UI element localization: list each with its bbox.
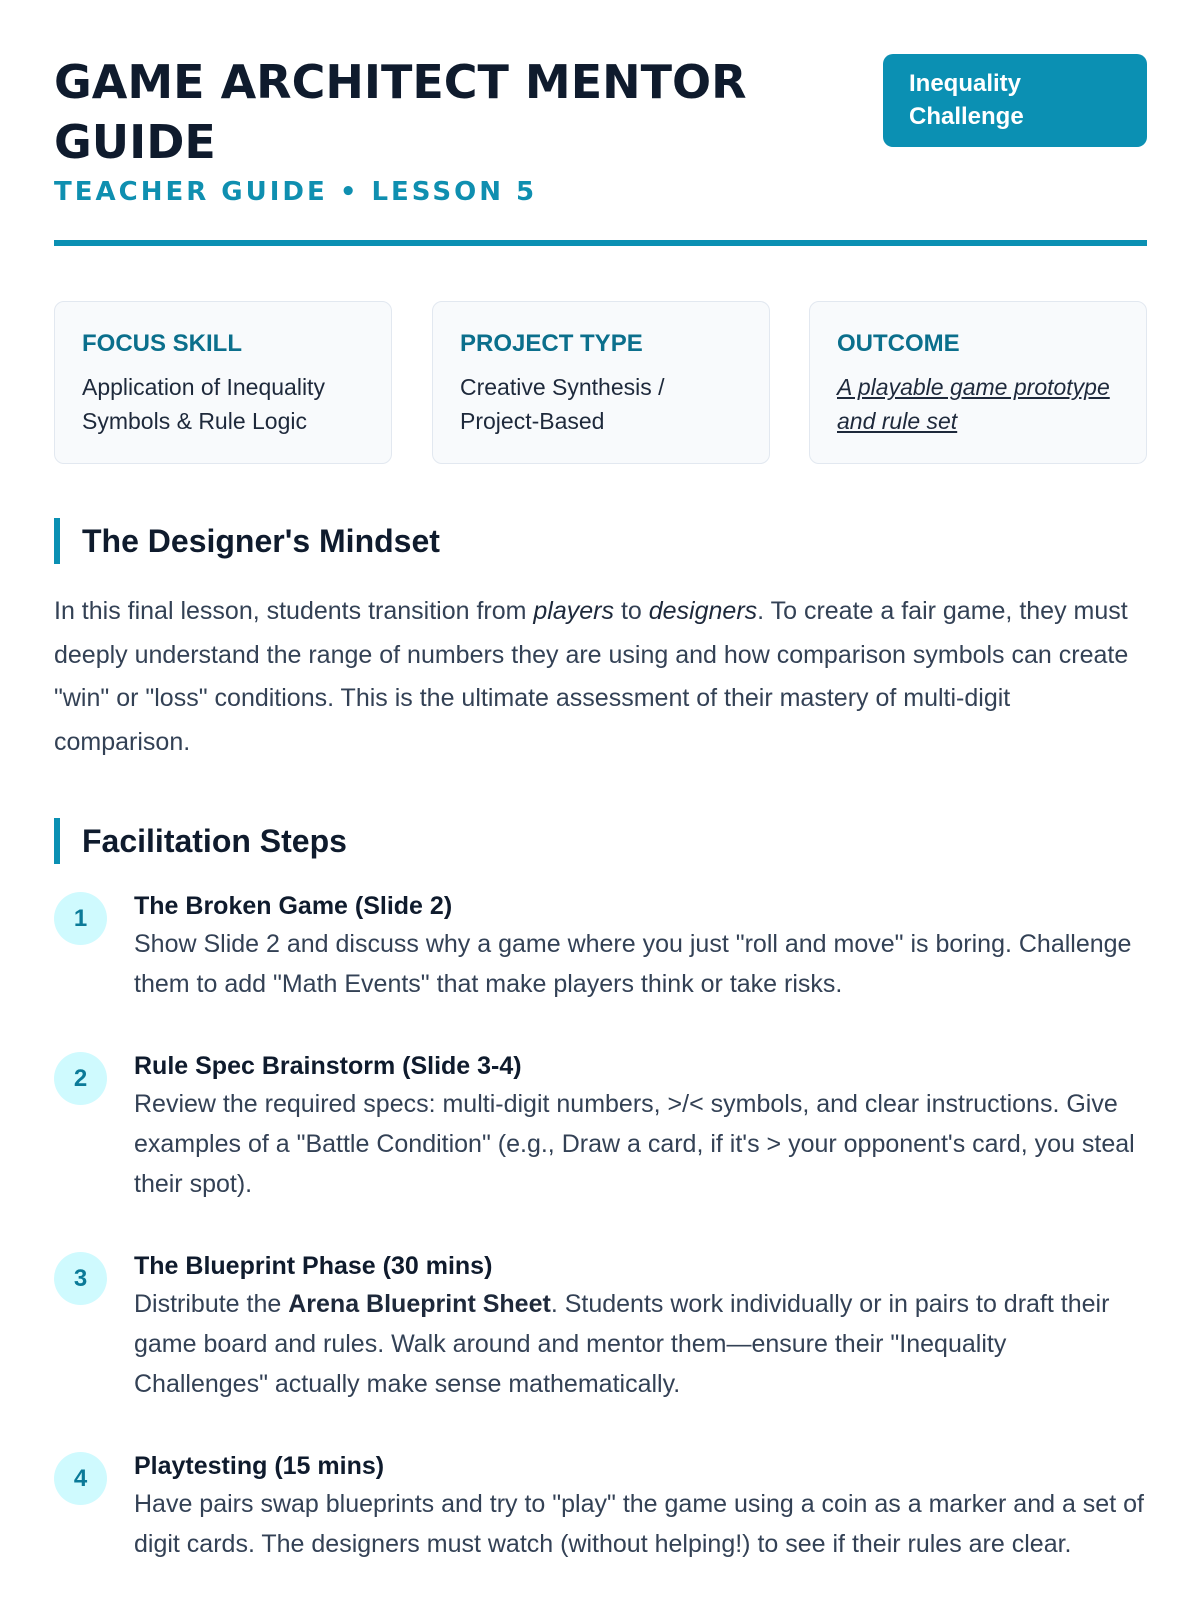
- step-number-badge: 3: [54, 1252, 107, 1305]
- step-body: [134, 1248, 1147, 1404]
- step-title: Playtesting (15 mins): [134, 1452, 385, 1480]
- blueprint-sheet-name: Arena Blueprint Sheet: [288, 1290, 551, 1318]
- info-cards: [54, 301, 1147, 464]
- step-body: [134, 1048, 1147, 1204]
- project-type-value: Creative Synthesis / Project-Based: [460, 374, 665, 434]
- mindset-text-start: In this final lesson, students transition from: [54, 597, 534, 625]
- focus-skill-value: Application of Inequality Symbols & Rule Logic: [82, 374, 325, 434]
- teacher-guide-page: [54, 0, 1147, 1558]
- step-body: [134, 1448, 1147, 1564]
- challenge-badge: Inequality Challenge: [883, 54, 1147, 147]
- mindset-text-mid: to: [614, 597, 649, 625]
- step-description: [134, 1284, 1147, 1404]
- step-title: The Broken Game (Slide 2): [134, 892, 453, 920]
- mindset-paragraph: [54, 590, 1147, 764]
- focus-skill-card: [54, 301, 392, 464]
- mindset-text-end: . To create a fair game, they must deeply understand the range of numbers they are using and how comparison symbols can create "win" or "loss" conditions. This is the ultimate assessment of their mastery of multi-digit comparison.: [54, 597, 1129, 756]
- project-type-label: PROJECT TYPE: [460, 330, 643, 357]
- guide-header: [54, 0, 1147, 247]
- designers-term: designers: [648, 597, 758, 625]
- outcome-card: [809, 301, 1147, 464]
- step-number-badge: 2: [54, 1052, 107, 1105]
- players-term: players: [533, 597, 614, 625]
- step-text-end: . Students work individually or in pairs to draft their game board and rules. Walk around and mentor them—ensure their "Inequality Challenges" actually make sense mathematically.: [134, 1290, 1110, 1398]
- focus-skill-label: FOCUS SKILL: [82, 330, 242, 357]
- project-type-card: [432, 301, 770, 464]
- outcome-value: A playable game prototype and rule set: [837, 374, 1110, 434]
- step-text-start: Distribute the: [134, 1290, 289, 1318]
- step-description: Show Slide 2 and discuss why a game where you just "roll and move" is boring. Challenge them to add "Math Events" that make players think or take risks.: [134, 930, 1132, 998]
- step-body: [134, 888, 1147, 1004]
- step-description: Review the required specs: multi-digit numbers, >/< symbols, and clear instructions. Give examples of a "Battle Condition" (e.g., Draw a card, if it's > your opponent's card, you steal their spot).: [134, 1090, 1135, 1198]
- step-description: Have pairs swap blueprints and try to "play" the game using a coin as a marker and a set of digit cards. The designers must watch (without helping!) to see if their rules are clear.: [134, 1490, 1144, 1558]
- step-title: Rule Spec Brainstorm (Slide 3-4): [134, 1052, 522, 1080]
- mindset-heading: The Designer's Mindset: [54, 518, 440, 564]
- page-title: GAME ARCHITECT MENTOR GUIDE: [54, 55, 747, 169]
- step-number-badge: 1: [54, 892, 107, 945]
- facilitation-heading: Facilitation Steps: [54, 818, 347, 864]
- page-subtitle: TEACHER GUIDE • LESSON 5: [54, 177, 538, 207]
- outcome-label: OUTCOME: [837, 330, 960, 357]
- header-divider: [54, 240, 1147, 246]
- step-title: The Blueprint Phase (30 mins): [134, 1252, 493, 1280]
- step-number-badge: 4: [54, 1452, 107, 1505]
